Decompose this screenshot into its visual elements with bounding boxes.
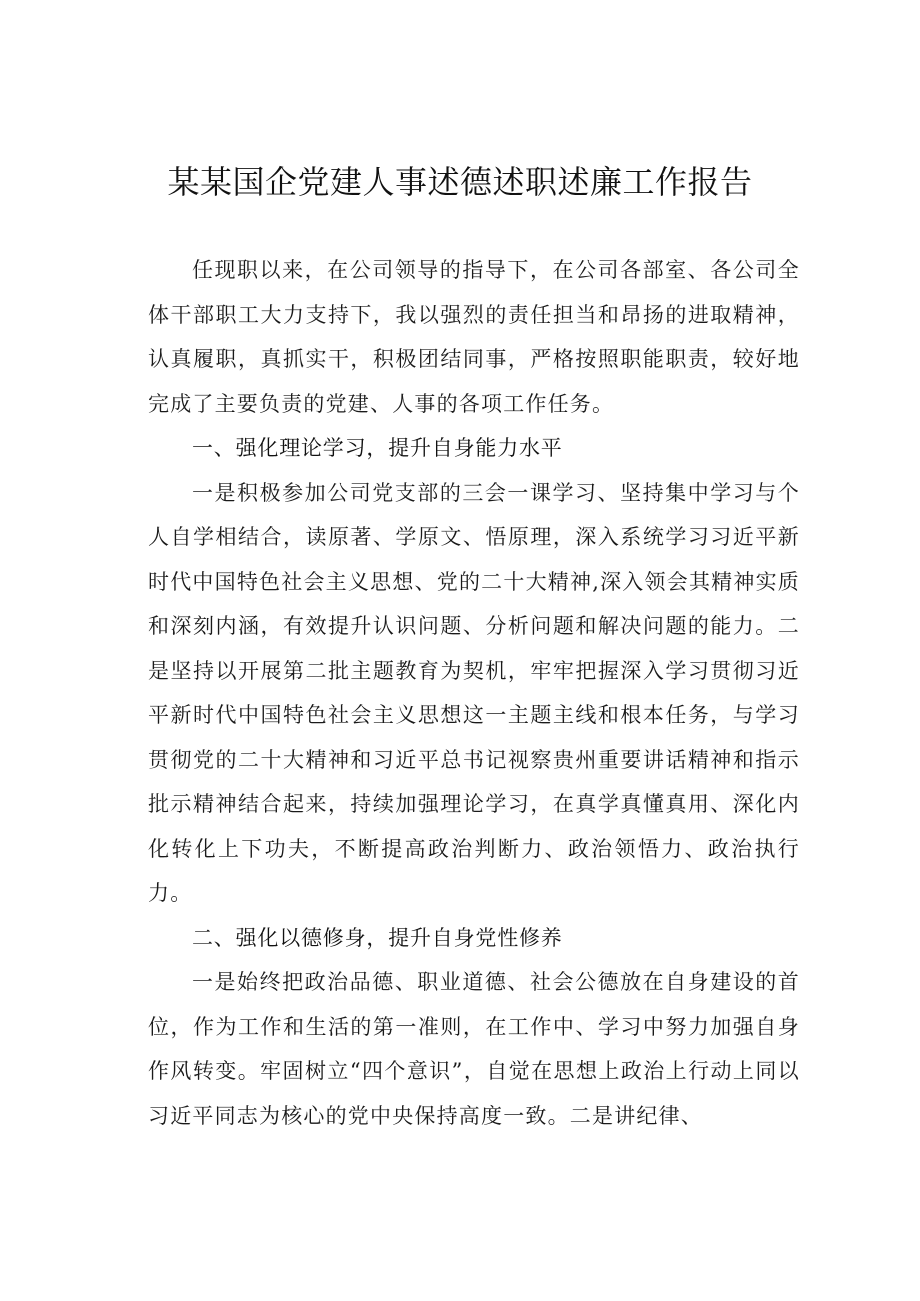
document-title: 某某国企党建人事述德述职述廉工作报告 xyxy=(167,163,753,201)
section-heading: 一、强化理论学习，提升自身能力水平 xyxy=(192,436,563,460)
intro-paragraph: 任现职以来，在公司领导的指导下，在公司各部室、各公司全体干部职工大力支持下，我以强烈的责任担当和昂扬的进取精神，认真履职，真抓实干，积极团结同事，严格按照职能职责，较好地完成了主要负责的党建、人事的各项工作任务。 xyxy=(148,258,800,416)
document-body xyxy=(148,248,800,1138)
section-heading: 二、强化以德修身，提升自身党性修养 xyxy=(192,925,563,950)
section-paragraph: 一是积极参加公司党支部的三会一课学习、坚持集中学习与个人自学相结合，读原著、学原文、悟原理，深入系统学习习近平新时代中国特色社会主义思想、党的二十大精神,深入领会其精神实质和深刻内涵，有效提升认识问题、分析问题和解决问题的能力。二是坚持以开展第二批主题教育为契机，牢牢把握深入学习贯彻习近平新时代中国特色社会主义思想这一主题主线和根本任务，与学习贯彻党的二十大精神和习近平总书记视察贵州重要讲话精神和指示批示精神结合起来，持续加强理论学习，在真学真懂真用、深化内化转化上下功夫，不断提高政治判断力、政治领悟力、政治执行力。 xyxy=(148,480,800,905)
section-paragraph: 一是始终把政治品德、职业道德、社会公德放在自身建设的首位，作为工作和生活的第一准则，在工作中、学习中努力加强自身作风转变。牢固树立“四个意识”，自觉在思想上政治上行动上同以习近平同志为核心的党中央保持高度一致。二是讲纪律、 xyxy=(148,970,800,1128)
